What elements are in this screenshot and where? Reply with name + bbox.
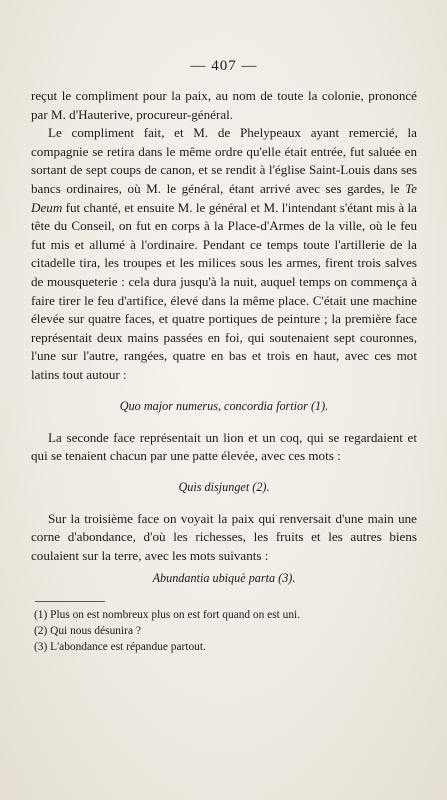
paragraph-2-part-b: fut chanté, et ensuite M. le général et M. l'intendant s'étant mis à la tête du Conseil, on fut en corps à la Place-d'Armes de la ville, où le feu fut mis et allumé à l'ordinaire. Pendant ce temps toute l'artillerie de la citadelle tira, les troupes et les milices sous les armes, firent trois salves de mousqueterie : cela dura jusqu'à la nuit, auquel temps on commença à faire tirer le feu d'artifice, élevé dans la même place. C'était une machine élevée sur quatre faces, et quatre portiques de peinture ; la première face représentait deux mains passées en foi, qui soutenaient sept couronnes, l'une sur l'autre, rangées, quatre en bas et trois en haut, avec ces mot latins tout autour : — [31, 199, 417, 382]
footnote-1: (1) Plus on est nombreux plus on est fort quand on est uni. — [34, 609, 301, 622]
latin-motto-2: Quis disjunget (2). — [178, 479, 270, 494]
main-text — [31, 87, 417, 587]
latin-motto-1: Quo major numerus, concordia fortior (1). — [119, 398, 329, 413]
paragraph-4: Sur la troisième face on voyait la paix qui renversait d'une main une corne d'abondance, d'où les richesses, les fruits et les autres biens coulaient sur la terre, avec les mots suivants : — [31, 510, 417, 563]
footnote-2: (2) Qui nous désunira ? — [34, 625, 141, 638]
footnote-divider — [35, 601, 105, 602]
footnote-3: (3) L'abondance est répandue partout. — [34, 640, 206, 653]
latin-motto-3: Abundantia ubiquè parta (3). — [152, 571, 296, 586]
paragraph-1: reçut le compliment pour la paix, au nom de toute la colonie, prononcé par M. d'Hauterive, procureur-général. — [31, 88, 417, 122]
footnotes — [31, 608, 417, 655]
page-number: — 407 — — [190, 58, 258, 74]
paragraph-2 — [31, 124, 417, 384]
paragraph-3: La seconde face représentait un lion et un coq, qui se regardaient et qui se tenaient chacun par une patte élevée, avec ces mots : — [31, 429, 417, 464]
paragraph-2-part-a: Le compliment fait, et M. de Phelypeaux ayant remercié, la compagnie se retira dans le même ordre qu'elle était entrée, fut saluée en sortant de sept coups de canon, et se rendit à l'église Saint-Louis dans ses bancs ordinaires, où M. le général, étant arrivé avec ses gardes, le — [31, 125, 417, 196]
te-deum-italic: Te Deum — [31, 180, 417, 215]
